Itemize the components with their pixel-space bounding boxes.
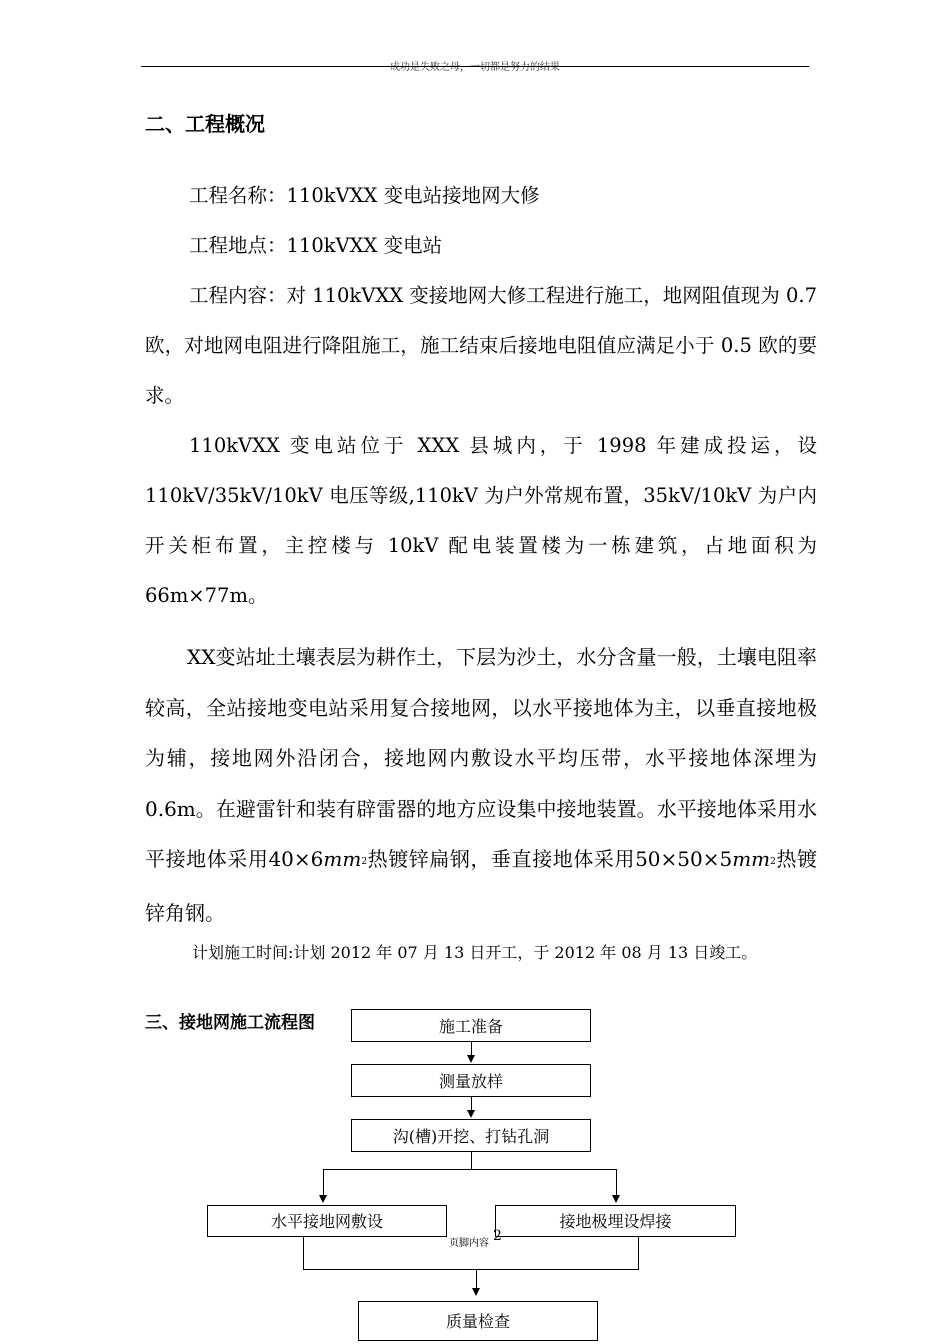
arrow-down-icon — [319, 1195, 327, 1203]
project-site: 工程地点：110kVXX 变电站 — [189, 234, 443, 257]
step-prepare: 施工准备 — [351, 1009, 591, 1042]
step-vertical-electrode: 接地极埋设焊接 — [495, 1205, 736, 1237]
angle-steel-text: 热镀锌角钢。 — [145, 847, 818, 925]
connector — [638, 1237, 639, 1270]
header-rule — [141, 66, 809, 67]
station-description: 110kVXX 变电站位于 XXX 县城内，于 1998 年建成投运，设 110kV/35kV/10kV 电压等级,110kV 为户外常规布置，35kV/10kV 为户内开关柜布置，主控楼与 10kV 配电装置楼为一栋建筑，占地面积为 66m×77m。 — [145, 434, 817, 607]
connector — [471, 1152, 472, 1170]
flat-steel-text: 热镀锌扁钢，垂直接地体采用 — [367, 847, 636, 871]
arrow-down-icon — [467, 1055, 475, 1063]
soil-description — [145, 632, 817, 938]
connector — [471, 1042, 472, 1056]
connector — [471, 1097, 472, 1111]
flat-steel-spec: $40\times 6mm^2$ — [268, 847, 368, 871]
arrow-down-icon — [472, 1288, 480, 1296]
soil-text: XX变站址土壤表层为耕作土，下层为沙土，水分含量一般，土壤电阻率较高，全站接地变电站采用复合接地网，以水平接地体为主，以垂直接地极为辅，接地网外沿闭合，接地网内敷设水平均压带，水平接地体深埋为0.6m。在避雷针和装有辟雷器的地方应设集中接地装置。水平接地体采用水平接地体采用 — [145, 645, 817, 871]
project-name: 工程名称：110kVXX 变电站接地网大修 — [189, 184, 540, 207]
page-number: 2 — [493, 1228, 502, 1244]
connector — [616, 1169, 617, 1196]
section-3-title: 三、接地网施工流程图 — [145, 1013, 315, 1033]
step-survey: 测量放样 — [351, 1064, 591, 1097]
page-header: 成功是失败之母，一切都是努力的结果 — [390, 62, 560, 73]
angle-steel-spec: $50\times 50\times 5mm^2$ — [635, 847, 776, 871]
step-inspect: 质量检查 — [358, 1301, 598, 1341]
page-footer: 页脚内容 — [449, 1238, 489, 1249]
step-excavate: 沟(槽)开挖、打钻孔洞 — [351, 1119, 591, 1152]
project-content: 工程内容：对 110kVXX 变接地网大修工程进行施工，地网阻值现为 0.7 欧，对地网电阻进行降阻施工，施工结束后接地电阻值应满足小于 0.5 欧的要求。 — [145, 284, 817, 407]
connector — [303, 1237, 304, 1270]
branch-line — [323, 1169, 617, 1170]
construction-schedule: 计划施工时间:计划 2012 年 07 月 13 日开工，于 2012 年 08 月 13 日竣工。 — [192, 943, 758, 962]
connector — [323, 1169, 324, 1196]
step-horizontal-grid: 水平接地网敷设 — [207, 1205, 447, 1237]
merge-line — [303, 1269, 639, 1270]
connector — [476, 1269, 477, 1289]
arrow-down-icon — [467, 1110, 475, 1118]
section-2-title: 二、工程概况 — [145, 112, 265, 136]
arrow-down-icon — [612, 1195, 620, 1203]
